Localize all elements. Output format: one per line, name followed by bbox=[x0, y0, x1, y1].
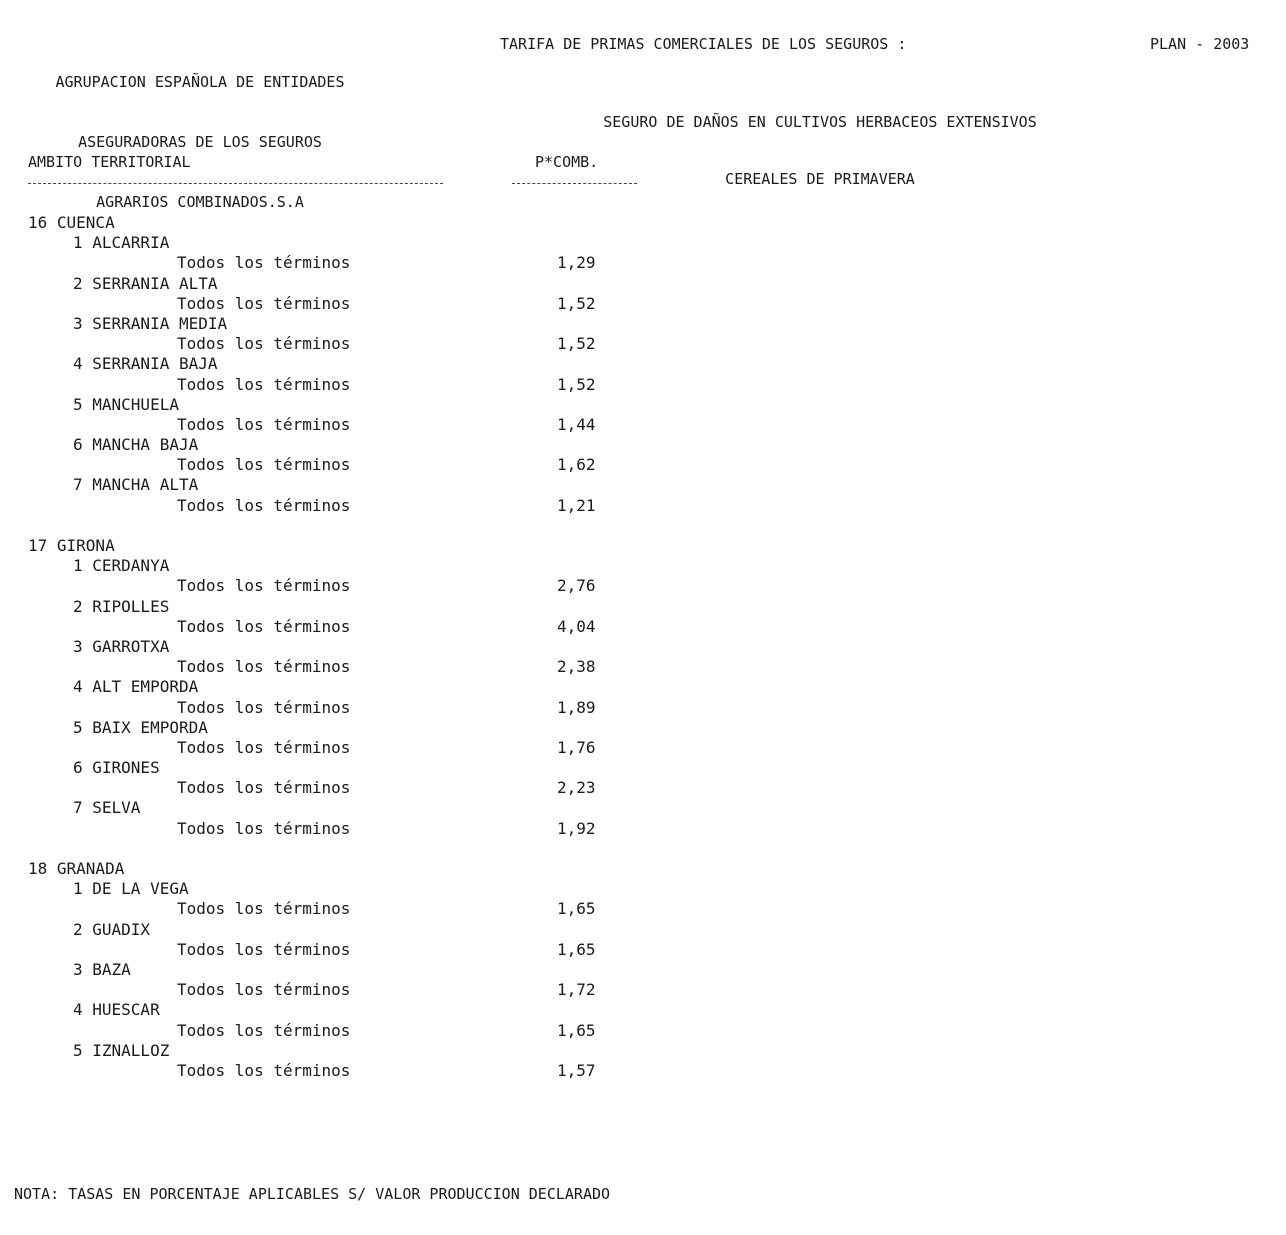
term-label: Todos los términos bbox=[177, 616, 351, 636]
premium-rate: 1,52 bbox=[557, 374, 596, 394]
term-label: Todos los términos bbox=[177, 899, 351, 919]
comarca-heading: 4 ALT EMPORDA bbox=[73, 677, 199, 697]
comarca-heading: 2 RIPOLLES bbox=[73, 596, 170, 616]
issuer-block bbox=[0, 32, 400, 232]
premium-rate: 1,65 bbox=[557, 1020, 596, 1040]
premium-rate: 2,23 bbox=[557, 778, 596, 798]
comarca-heading: 6 MANCHA BAJA bbox=[73, 435, 199, 455]
plan-label: PLAN - 2003 bbox=[1150, 35, 1250, 53]
term-row bbox=[0, 455, 700, 475]
section-gap bbox=[0, 516, 700, 536]
term-row bbox=[0, 819, 700, 839]
column-header-prima: P*COMB. bbox=[535, 153, 599, 171]
term-row bbox=[0, 375, 700, 395]
premium-rate: 1,57 bbox=[557, 1060, 596, 1080]
term-row bbox=[0, 415, 700, 435]
term-row bbox=[0, 496, 700, 516]
issuer-line-1: AGRUPACION ESPAÑOLA DE ENTIDADES bbox=[55, 73, 345, 91]
premium-rate: 1,29 bbox=[557, 253, 596, 273]
issuer-line-3: AGRARIOS COMBINADOS.S.A bbox=[96, 193, 304, 211]
term-label: Todos los términos bbox=[177, 414, 351, 434]
term-row bbox=[0, 576, 700, 596]
column-header-ambito: AMBITO TERRITORIAL bbox=[28, 153, 191, 171]
comarca-heading: 2 SERRANIA ALTA bbox=[73, 273, 218, 293]
comarca-heading: 1 DE LA VEGA bbox=[73, 879, 189, 899]
premium-rate: 1,76 bbox=[557, 737, 596, 757]
term-label: Todos los términos bbox=[177, 1020, 351, 1040]
comarca-heading: 7 SELVA bbox=[73, 798, 141, 818]
premium-rate: 1,21 bbox=[557, 495, 596, 515]
term-label: Todos los términos bbox=[177, 576, 351, 596]
term-label: Todos los términos bbox=[177, 737, 351, 757]
term-row bbox=[0, 1061, 700, 1081]
comarca-heading: 6 GIRONES bbox=[73, 758, 160, 778]
term-label: Todos los términos bbox=[177, 253, 351, 273]
comarca-heading: 3 SERRANIA MEDIA bbox=[73, 313, 228, 333]
province-heading: 18 GRANADA bbox=[28, 859, 125, 878]
column-rule-ambito bbox=[28, 183, 443, 184]
term-label: Todos los términos bbox=[177, 374, 351, 394]
term-label: Todos los términos bbox=[177, 1060, 351, 1080]
term-label: Todos los términos bbox=[177, 495, 351, 515]
comarca-heading: 3 BAZA bbox=[73, 959, 131, 979]
comarca-heading: 1 CERDANYA bbox=[73, 556, 170, 576]
comarca-heading: 7 MANCHA ALTA bbox=[73, 475, 199, 495]
term-row bbox=[0, 334, 700, 354]
premium-rate: 1,62 bbox=[557, 455, 596, 475]
footnote: NOTA: TASAS EN PORCENTAJE APLICABLES S/ VALOR PRODUCCION DECLARADO bbox=[14, 1185, 611, 1203]
province-heading: 17 GIRONA bbox=[28, 536, 115, 555]
term-label: Todos los términos bbox=[177, 334, 351, 354]
term-row bbox=[0, 899, 700, 919]
subtitle-line-1: SEGURO DE DAÑOS EN CULTIVOS HERBACEOS EXTENSIVOS bbox=[603, 113, 1037, 131]
term-row bbox=[0, 617, 700, 637]
premium-rate: 1,44 bbox=[557, 414, 596, 434]
premium-rate: 1,72 bbox=[557, 980, 596, 1000]
premium-rate: 1,52 bbox=[557, 293, 596, 313]
insurance-subtitle bbox=[520, 75, 1120, 208]
term-label: Todos los términos bbox=[177, 697, 351, 717]
comarca-heading: 2 GUADIX bbox=[73, 919, 151, 939]
term-label: Todos los términos bbox=[177, 455, 351, 475]
premium-rate: 1,65 bbox=[557, 939, 596, 959]
term-label: Todos los términos bbox=[177, 657, 351, 677]
document-title: TARIFA DE PRIMAS COMERCIALES DE LOS SEGUROS : bbox=[500, 35, 907, 53]
term-row bbox=[0, 738, 700, 758]
premium-rate: 1,92 bbox=[557, 818, 596, 838]
premium-rate: 1,65 bbox=[557, 899, 596, 919]
term-label: Todos los términos bbox=[177, 939, 351, 959]
section-gap bbox=[0, 839, 700, 859]
comarca-heading: 3 GARROTXA bbox=[73, 636, 170, 656]
premium-rate: 4,04 bbox=[557, 616, 596, 636]
term-row bbox=[0, 657, 700, 677]
term-label: Todos los términos bbox=[177, 778, 351, 798]
term-row bbox=[0, 294, 700, 314]
tariff-table bbox=[0, 213, 700, 1081]
subtitle-line-2: CEREALES DE PRIMAVERA bbox=[725, 170, 915, 188]
term-row bbox=[0, 1021, 700, 1041]
province-heading: 16 CUENCA bbox=[28, 213, 115, 232]
term-label: Todos los términos bbox=[177, 818, 351, 838]
premium-rate: 1,52 bbox=[557, 334, 596, 354]
term-row bbox=[0, 940, 700, 960]
column-rule-prima bbox=[512, 183, 637, 184]
comarca-heading: 4 SERRANIA BAJA bbox=[73, 354, 218, 374]
premium-rate: 2,38 bbox=[557, 657, 596, 677]
premium-rate: 1,89 bbox=[557, 697, 596, 717]
term-row bbox=[0, 778, 700, 798]
comarca-heading: 4 HUESCAR bbox=[73, 1000, 160, 1020]
term-label: Todos los términos bbox=[177, 980, 351, 1000]
comarca-heading: 1 ALCARRIA bbox=[73, 233, 170, 253]
comarca-heading: 5 BAIX EMPORDA bbox=[73, 717, 208, 737]
comarca-heading: 5 IZNALLOZ bbox=[73, 1040, 170, 1060]
comarca-heading: 5 MANCHUELA bbox=[73, 394, 179, 414]
term-row bbox=[0, 980, 700, 1000]
term-row bbox=[0, 253, 700, 273]
term-row bbox=[0, 698, 700, 718]
issuer-line-2: ASEGURADORAS DE LOS SEGUROS bbox=[78, 133, 322, 151]
premium-rate: 2,76 bbox=[557, 576, 596, 596]
term-label: Todos los términos bbox=[177, 293, 351, 313]
